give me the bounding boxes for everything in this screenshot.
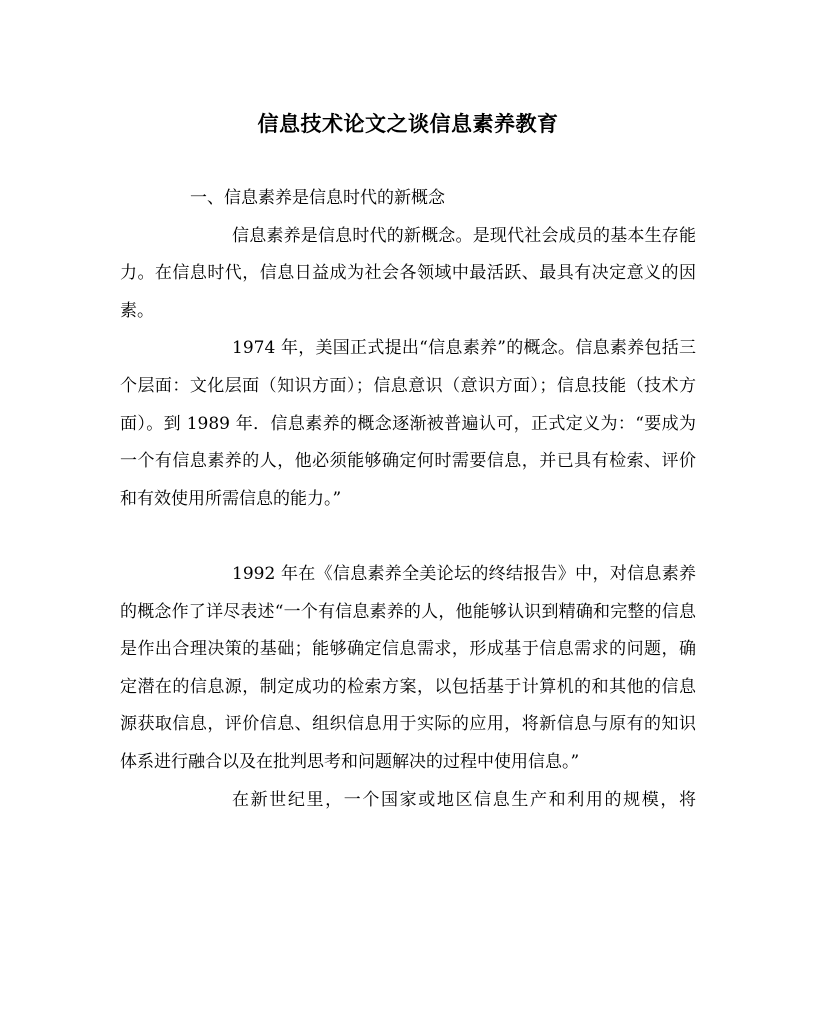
blank-line [120,518,696,556]
document-title: 信息技术论文之谈信息素养教育 [257,111,559,136]
paragraph: 在新世纪里，一个国家或地区信息生产和利用的规模，将 [232,789,696,810]
section-heading: 一、信息素养是信息时代的新概念 [190,188,445,208]
paragraph: 1992 年在《信息素养全美论坛的终结报告》中，对信息素养的概念作了详尽表述“一个有信息素养的人，他能够认识到精确和完整的信息是作出合理决策的基础；能够确定信息需求，形成基于信息需求的问题，确定潜在的信息源，制定成功的检索方案，以包括基于计算机的和其他的信息源获取信息，评价信息、组织信息用于实际的应用，将新信息与原有的知识体系进行融合以及在批判思考和问题解决的过程中使用信息。” [120,563,696,772]
paragraph: 1974 年，美国正式提出“信息素养”的概念。信息素养包括三个层面：文化层面（知识方面）；信息意识（意识方面）；信息技能（技术方面）。到 1989 年．信息素养的概念逐渐被普遍认可，正式定义为：“要成为一个有信息素养的人，他必须能够确定何时需要信息，并已具有检索、评价和有效使用所需信息的能力。” [120,338,696,509]
paragraph: 信息素养是信息时代的新概念。是现代社会成员的基本生存能力。在信息时代，信息日益成为社会各领域中最活跃、最具有决定意义的因素。 [120,225,696,321]
document-body [120,180,696,819]
